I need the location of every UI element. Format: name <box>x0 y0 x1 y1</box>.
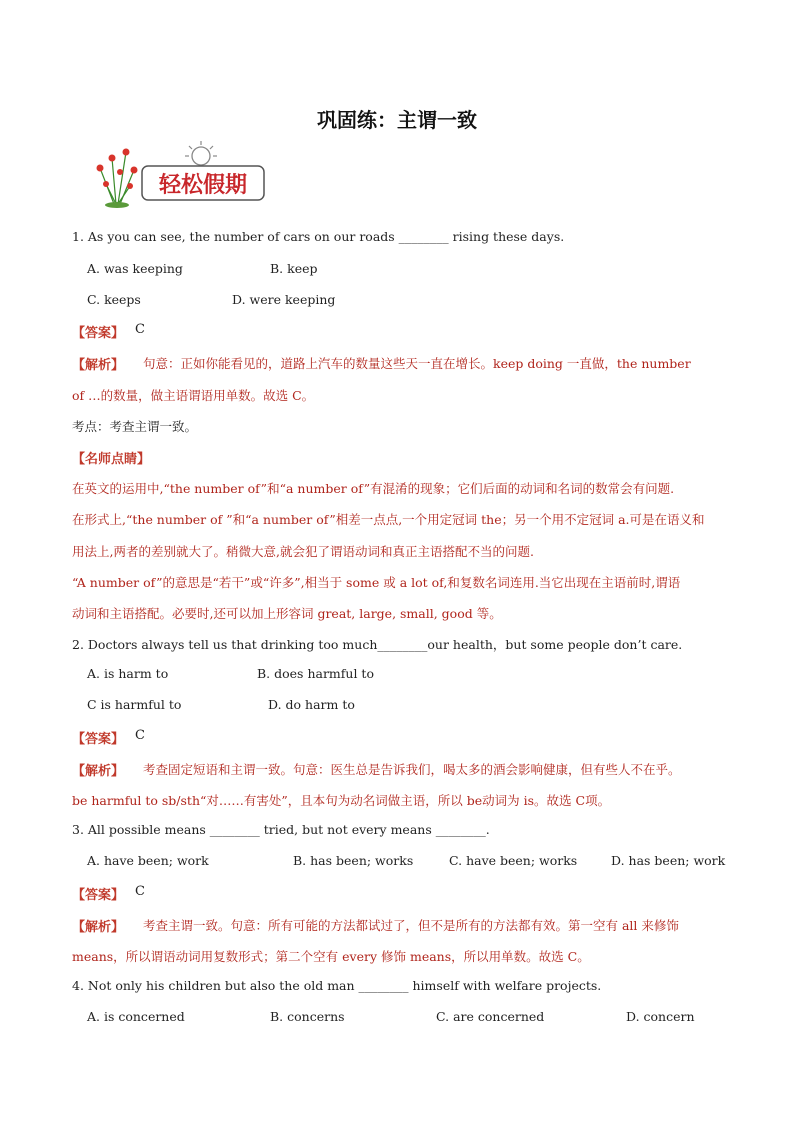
q1-tip-line5: 动词和主语搭配。必要时,还可以加上形容词 great, large, small, good 等。 <box>72 606 502 621</box>
q1-tip-line2: 在形式上,“the number of ”和“a number of”相差一点点,一个用定冠词 the；另一个用不定冠词 a.可是在语义和 <box>72 512 705 527</box>
q3-analysis-line1: 考查主谓一致。句意：所有可能的方法都试过了，但不是所有的方法都有效。第一空有 all 来修饰 <box>143 918 679 933</box>
page-title: 巩固练：主谓一致 <box>317 108 477 132</box>
q3-analysis-tag: 【解析】 <box>72 920 125 935</box>
q1-analysis-line1: 句意：正如你能看见的，道路上汽车的数量这些天一直在增长。keep doing 一直做，the number <box>143 356 691 371</box>
flower-logo-icon <box>86 138 272 210</box>
q1-tip-line4: “A number of”的意思是“若干”或“许多”,相当于 some 或 a lot of,和复数名词连用.当它出现在主语前时,谓语 <box>72 575 681 590</box>
q2-answer-tag: 【答案】 <box>72 732 125 747</box>
q2-answer: C <box>135 728 145 743</box>
q3-option-a: A. have been; work <box>87 853 209 868</box>
q2-option-b: B. does harmful to <box>257 666 374 681</box>
q1-answer-tag: 【答案】 <box>72 326 125 341</box>
q3-option-b: B. has been; works <box>293 853 414 868</box>
q3-answer: C <box>135 884 145 899</box>
q1-kaodian: 考点：考查主谓一致。 <box>72 419 198 434</box>
q1-analysis-tag: 【解析】 <box>72 358 125 373</box>
q2-analysis-line2: be harmful to sb/sth“对……有害处”，且本句为动名词做主语，所以 be动词为 is。故选 C项。 <box>72 793 611 808</box>
q1-option-c: C. keeps <box>87 292 141 307</box>
q2-option-c: C is harmful to <box>87 697 182 712</box>
q1-stem: 1. As you can see, the number of cars on our roads ________ rising these days. <box>72 229 565 244</box>
q1-tip-tag: 【名师点睛】 <box>72 452 151 467</box>
holiday-logo <box>86 138 272 210</box>
q2-option-a: A. is harm to <box>87 666 169 681</box>
q2-option-d: D. do harm to <box>268 697 355 712</box>
q3-option-d: D. has been; work <box>611 853 726 868</box>
q2-analysis-line1: 考查固定短语和主谓一致。句意：医生总是告诉我们，喝太多的酒会影响健康，但有些人不在乎。 <box>143 762 681 777</box>
q2-analysis-tag: 【解析】 <box>72 764 125 779</box>
q4-option-d: D. concern <box>626 1009 695 1024</box>
q3-analysis-line2: means，所以谓语动词用复数形式；第二个空有 every 修饰 means，所以用单数。故选 C。 <box>72 949 590 964</box>
q1-option-a: A. was keeping <box>87 261 183 276</box>
q1-tip-line3: 用法上,两者的差别就大了。稍微大意,就会犯了谓语动词和真正主语搭配不当的问题. <box>72 544 534 559</box>
q2-stem: 2. Doctors always tell us that drinking too much________our health，but some people don’t care. <box>72 637 683 652</box>
q1-answer: C <box>135 322 145 337</box>
q4-option-b: B. concerns <box>270 1009 345 1024</box>
q4-option-a: A. is concerned <box>87 1009 185 1024</box>
q3-stem: 3. All possible means ________ tried, but not every means ________. <box>72 822 490 837</box>
q4-stem: 4. Not only his children but also the old man ________ himself with welfare projects. <box>72 978 602 993</box>
q3-option-c: C. have been; works <box>449 853 578 868</box>
q1-option-b: B. keep <box>270 261 318 276</box>
q3-answer-tag: 【答案】 <box>72 888 125 903</box>
q1-analysis-line2: of …的数量，做主语谓语用单数。故选 C。 <box>72 388 315 403</box>
q1-tip-line1: 在英文的运用中,“the number of”和“a number of”有混淆的现象；它们后面的动词和名词的数常会有问题. <box>72 481 675 496</box>
q1-option-d: D. were keeping <box>232 292 336 307</box>
logo-text: 轻松假期 <box>158 172 248 198</box>
q4-option-c: C. are concerned <box>436 1009 545 1024</box>
